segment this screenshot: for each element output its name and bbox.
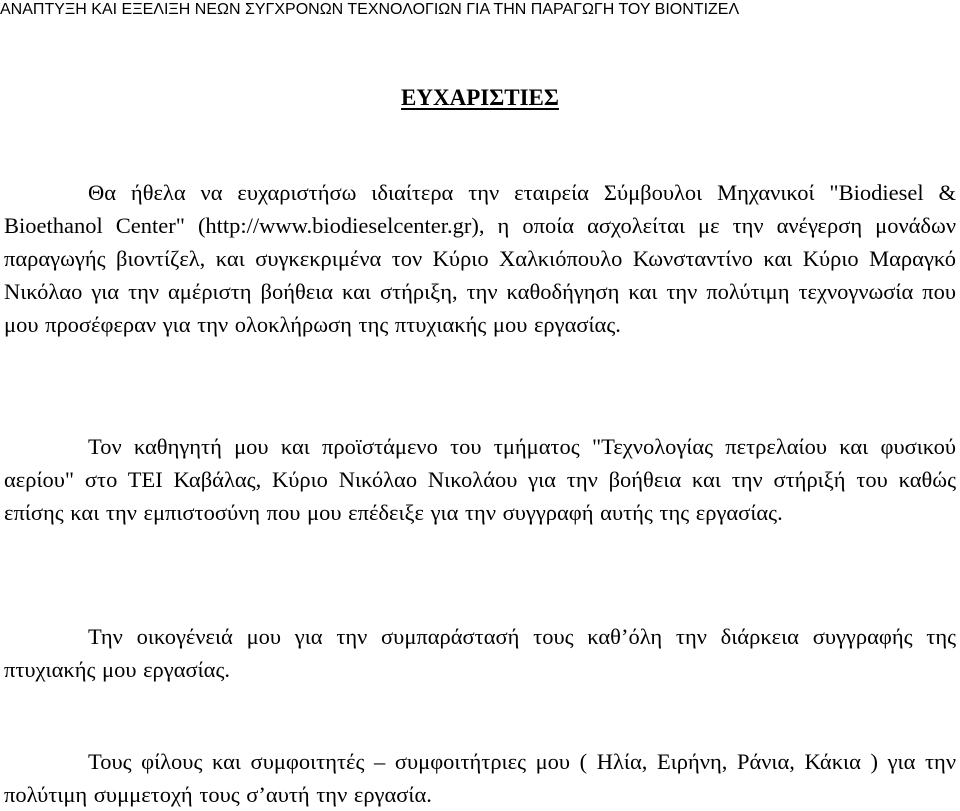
running-header: ΑΝΑΠΤΥΞΗ ΚΑΙ ΕΞΕΛΙΞΗ ΝΕΩΝ ΣΥΓΧΡΟΝΩΝ ΤΕΧΝΟΛΟΓΙΩΝ ΓΙΑ ΤΗΝ ΠΑΡΑΓΩΓΗ ΤΟΥ ΒΙΟΝΤΙΖΕΛ [0, 1, 740, 18]
acknowledgment-paragraph-family: Την οικογένειά μου για την συμπαράστασή τους καθ’όλη την διάρκεια συγγραφής της πτυχιακής μου εργασίας. [4, 624, 956, 682]
acknowledgment-paragraph-professor: Τον καθηγητή μου και προϊστάμενο του τμήματος "Τεχνολογίας πετρελαίου και φυσικού αερίου" στο ΤΕΙ Καβάλας, Κύριο Νικόλαο Νικολάου για την βοήθεια και την στήριξή του καθώς επίσης και την εμπιστοσύνη που μου επέδειξε για την συγγραφή αυτής της εργασίας. [4, 434, 956, 525]
section-title: ΕΥΧΑΡΙΣΤΙΕΣ [401, 85, 559, 110]
acknowledgment-paragraph-company: Θα ήθελα να ευχαριστήσω ιδιαίτερα την εταιρεία Σύμβουλοι Μηχανικοί "Biodiesel & Bioethanol Center" (http://www.biodieselcenter.gr), η οποία ασχολείται με την ανέγερση μονάδων παραγωγής βιοντίζελ, και συγκεκριμένα τον Κύριο Χαλκιόπουλο Κωνσταντίνο και Κύριο Μαραγκό Νικόλαο για την αμέριστη βοήθεια και στήριξη, την καθοδήγηση και την πολύτιμη τεχνογνωσία που μου προσέφεραν για την ολοκλήρωση της πτυχιακής μου εργασίας. [4, 180, 956, 337]
acknowledgment-paragraph-friends: Τους φίλους και συμφοιτητές – συμφοιτήτριες μου ( Ηλία, Ειρήνη, Ράνια, Κάκια ) για την πολύτιμη συμμετοχή τους σ’αυτή την εργασία. [4, 749, 956, 807]
